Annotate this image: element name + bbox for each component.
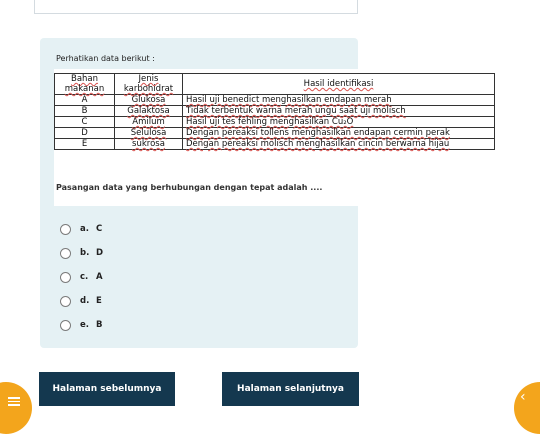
next-page-button[interactable]: Halaman selanjutnya	[222, 372, 359, 406]
option-c[interactable]	[60, 265, 103, 289]
previous-page-button[interactable]: Halaman sebelumnya	[39, 372, 175, 406]
option-value: B	[96, 320, 103, 330]
option-b[interactable]	[60, 241, 103, 265]
cell-hasil: Dengan pereaksi tollens menghasilkan endapan cermin perak	[183, 128, 495, 139]
cell-jenis: Galaktosa	[115, 106, 183, 117]
cell-jenis: Selulosa	[115, 128, 183, 139]
radio-button[interactable]	[60, 272, 71, 283]
header-jenis-karbohidrat: Jenis karbohidrat	[115, 74, 183, 95]
option-value: A	[96, 272, 103, 282]
cell-jenis: sukrosa	[115, 139, 183, 150]
cell-bahan: E	[55, 139, 115, 150]
cell-bahan: D	[55, 128, 115, 139]
option-value: C	[96, 224, 103, 234]
identification-table	[54, 73, 495, 150]
question-prompt: Pasangan data yang berhubungan dengan tepat adalah ....	[56, 183, 323, 192]
option-value: E	[96, 296, 102, 306]
radio-button[interactable]	[60, 224, 71, 235]
option-value: D	[96, 248, 104, 258]
table-row	[55, 128, 495, 139]
option-letter: d.	[80, 296, 90, 306]
option-a[interactable]	[60, 217, 103, 241]
panel-toggle-button[interactable]	[514, 382, 540, 434]
cell-hasil: Dengan pereaksi molisch menghasilkan cincin berwarna hijau	[183, 139, 495, 150]
cell-hasil: Tidak terbentuk warna merah ungu saat uji molisch	[183, 106, 495, 117]
cell-bahan: C	[55, 117, 115, 128]
cell-hasil: Hasil uji benedict menghasilkan endapan merah	[183, 95, 495, 106]
cell-bahan: A	[55, 95, 115, 106]
option-e[interactable]	[60, 313, 103, 337]
header-hasil-identifikasi: Hasil identifikasi	[183, 74, 495, 95]
option-letter: b.	[80, 248, 90, 258]
radio-button[interactable]	[60, 248, 71, 259]
cell-jenis: Amilum	[115, 117, 183, 128]
question-card	[40, 38, 450, 348]
flag-icon[interactable]	[43, 0, 50, 1]
radio-button[interactable]	[60, 320, 71, 331]
table-row	[55, 95, 495, 106]
answer-options	[60, 217, 103, 337]
table-row	[55, 139, 495, 150]
table-row	[55, 106, 495, 117]
option-d[interactable]	[60, 289, 103, 313]
cell-hasil: Hasil uji tes fehling menghasilkan Cu₂O	[183, 117, 495, 128]
question-intro: Perhatikan data berikut :	[56, 54, 155, 63]
question-header-box	[34, 0, 358, 14]
cell-jenis: Glukosa	[115, 95, 183, 106]
header-bahan-makanan: Bahan makanan	[55, 74, 115, 95]
chevron-left-icon: ‹	[520, 389, 526, 405]
option-letter: a.	[80, 224, 89, 234]
cell-bahan: B	[55, 106, 115, 117]
option-letter: e.	[80, 320, 89, 330]
list-icon	[8, 397, 20, 408]
radio-button[interactable]	[60, 296, 71, 307]
option-letter: c.	[80, 272, 89, 282]
table-row	[55, 117, 495, 128]
question-list-button[interactable]	[0, 382, 32, 434]
